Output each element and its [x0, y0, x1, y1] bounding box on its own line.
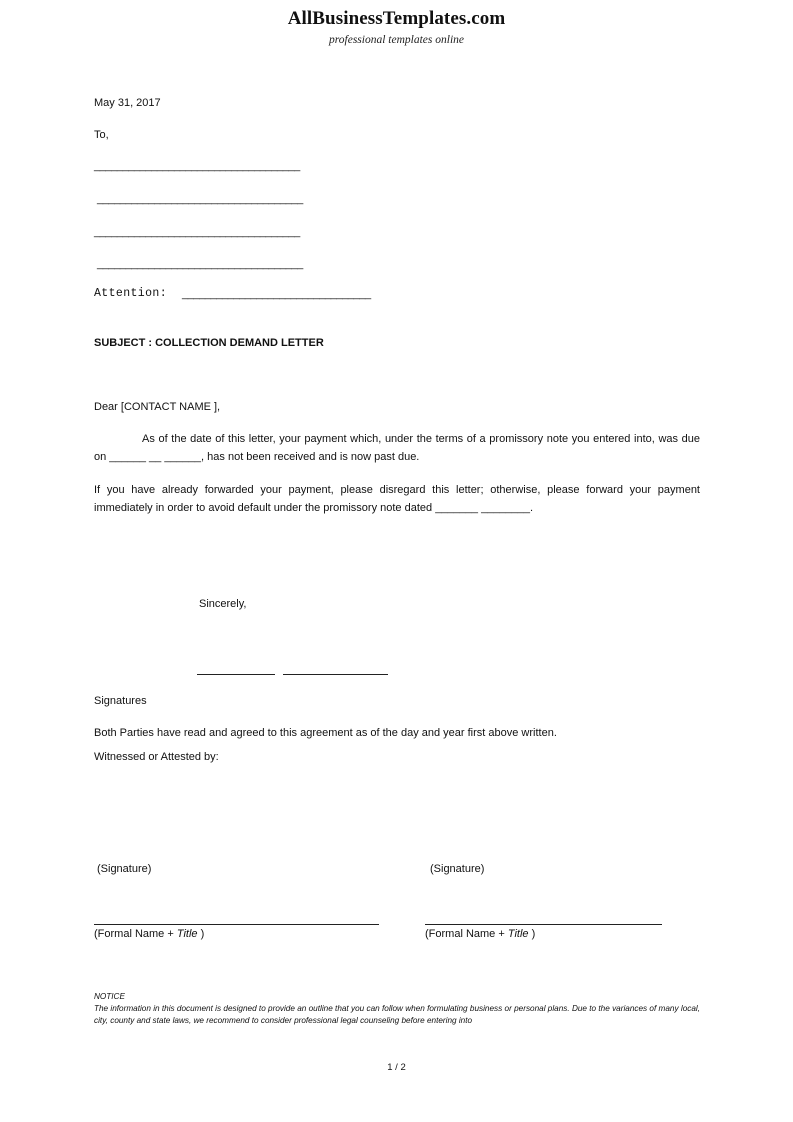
address-line-2: ____________________________________ [97, 193, 303, 205]
closing: Sincerely, [199, 598, 247, 610]
paragraph-1-text: As of the date of this letter, your payment which, under the terms of a promissory note you entered into, was due on ______ __ ______, has not been received and is now past due. [94, 433, 700, 463]
attention-label: Attention: [94, 287, 168, 300]
body-paragraph-2 [94, 481, 700, 517]
formal-name-label: (Formal Name + [425, 928, 508, 940]
formal-name-close: ) [197, 928, 205, 940]
left-signature-label: (Signature) [97, 863, 152, 875]
signatures-heading: Signatures [94, 695, 147, 707]
notice-text: The information in this document is designed to provide an outline that you can follow when formulating business or personal plans. Due to the variances of many local, city, county and state laws, we recommend to consider professional legal counseling before entering into [94, 1004, 700, 1025]
body-paragraph-1 [94, 430, 700, 466]
address-line-4: ____________________________________ [97, 258, 303, 270]
recipient-label: To, [94, 129, 109, 141]
paragraph-2-text: If you have already forwarded your payment, please disregard this letter; otherwise, please forward your payment immediately in order to avoid default under the promissory note dated _______ ________. [94, 484, 700, 514]
sender-signature-line-1 [197, 674, 275, 675]
brand-header [0, 8, 793, 46]
title-label: Title [176, 928, 198, 940]
formal-name-label: (Formal Name + [94, 928, 177, 940]
right-formal-name [425, 927, 535, 941]
address-line-1: ____________________________________ [94, 160, 300, 172]
witness-statement: Witnessed or Attested by: [94, 751, 219, 763]
page-number: 1 / 2 [387, 1062, 406, 1073]
attention-blank: _________________________________ [182, 288, 371, 300]
right-signature-label: (Signature) [430, 863, 485, 875]
letter-subject: SUBJECT : COLLECTION DEMAND LETTER [94, 337, 324, 349]
address-line-3: ____________________________________ [94, 226, 300, 238]
formal-name-close: ) [528, 928, 536, 940]
sender-signature-line-2 [283, 674, 388, 675]
brand-tagline: professional templates online [328, 34, 464, 46]
left-formal-name [94, 927, 204, 941]
agreement-statement: Both Parties have read and agreed to this agreement as of the day and year first above written. [94, 727, 557, 739]
salutation: Dear [CONTACT NAME ], [94, 401, 221, 413]
legal-notice [94, 991, 700, 1027]
brand-name: AllBusinessTemplates.com [287, 8, 506, 29]
letter-date: May 31, 2017 [94, 97, 161, 109]
notice-heading: NOTICE [94, 992, 125, 1001]
title-label: Title [507, 928, 529, 940]
right-name-line [425, 924, 662, 925]
left-name-line [94, 924, 379, 925]
